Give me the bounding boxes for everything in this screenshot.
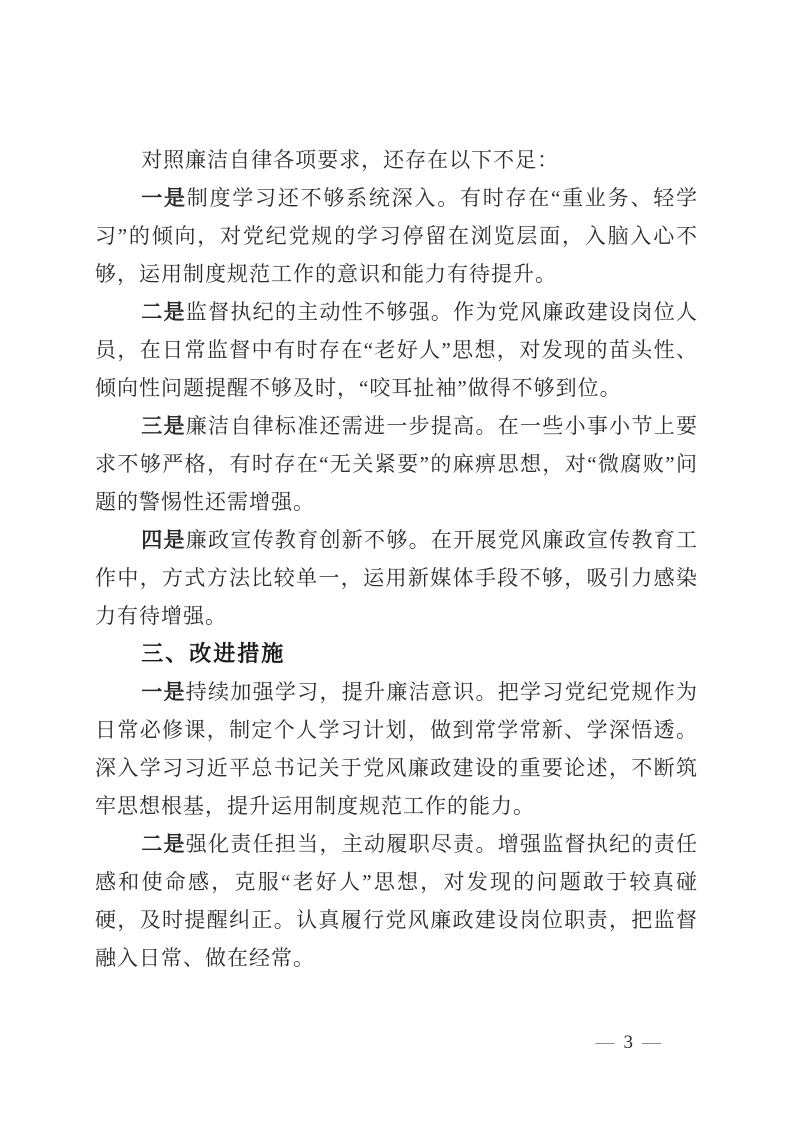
paragraph-text: 强化责任担当，主动履职尽责。增强监督执纪的责任感和使命感，克服“老好人”思想，对发现的问题敢于较真碰硬，及时提醒纠正。认真履行党风廉政建设岗位职责，把监督融入日常、做在经常。 [95, 832, 699, 970]
shortcoming-paragraph-2 [95, 293, 698, 407]
paragraph-text: 持续加强学习，提升廉洁意识。把学习党纪党规作为日常必修课，制定个人学习计划，做到常学常新、学深悟透。深入学习习近平总书记关于党风廉政建设的重要论述，不断筑牢思想根基，提升运用制度规范工作的能力。 [95, 680, 699, 818]
paragraph-text: 廉洁自律标准还需进一步提高。在一些小事小节上要求不够严格，有时存在“无关紧要”的麻痹思想，对“微腐败”问题的警惕性还需增强。 [95, 414, 699, 514]
document-body [95, 141, 698, 977]
shortcoming-paragraph-4 [95, 521, 698, 635]
page-number-value: 3 [623, 1032, 633, 1053]
paragraph-lead: 二是 [141, 300, 186, 324]
page-number-dash-left: — [595, 1032, 615, 1053]
shortcoming-paragraph-3 [95, 407, 698, 521]
paragraph-lead: 四是 [141, 528, 186, 552]
paragraph-lead: 一是 [141, 680, 186, 704]
page-number [587, 1031, 671, 1055]
paragraph-lead: 三是 [141, 414, 186, 438]
intro-paragraph [95, 141, 698, 179]
page-number-dash-right: — [642, 1032, 661, 1053]
paragraph-text: 监督执纪的主动性不够强。作为党风廉政建设岗位人员，在日常监督中有时存在“老好人”思想，对发现的苗头性、倾向性问题提醒不够及时，“咬耳扯袖”做得不够到位。 [95, 300, 699, 400]
measure-paragraph-1 [95, 673, 698, 825]
paragraph-text: 廉政宣传教育创新不够。在开展党风廉政宣传教育工作中，方式方法比较单一，运用新媒体手段不够，吸引力感染力有待增强。 [95, 528, 699, 628]
paragraph-text: 制度学习还不够系统深入。有时存在“重业务、轻学习”的倾向，对党纪党规的学习停留在浏览层面，入脑入心不够，运用制度规范工作的意识和能力有待提升。 [95, 186, 698, 286]
section-heading: 三、改进措施 [141, 641, 286, 666]
paragraph-lead: 二是 [141, 832, 186, 856]
measure-paragraph-2 [95, 825, 698, 977]
shortcoming-paragraph-1 [95, 179, 698, 293]
intro-text: 对照廉洁自律各项要求，还存在以下不足： [141, 148, 560, 172]
paragraph-lead: 一是 [141, 186, 187, 210]
